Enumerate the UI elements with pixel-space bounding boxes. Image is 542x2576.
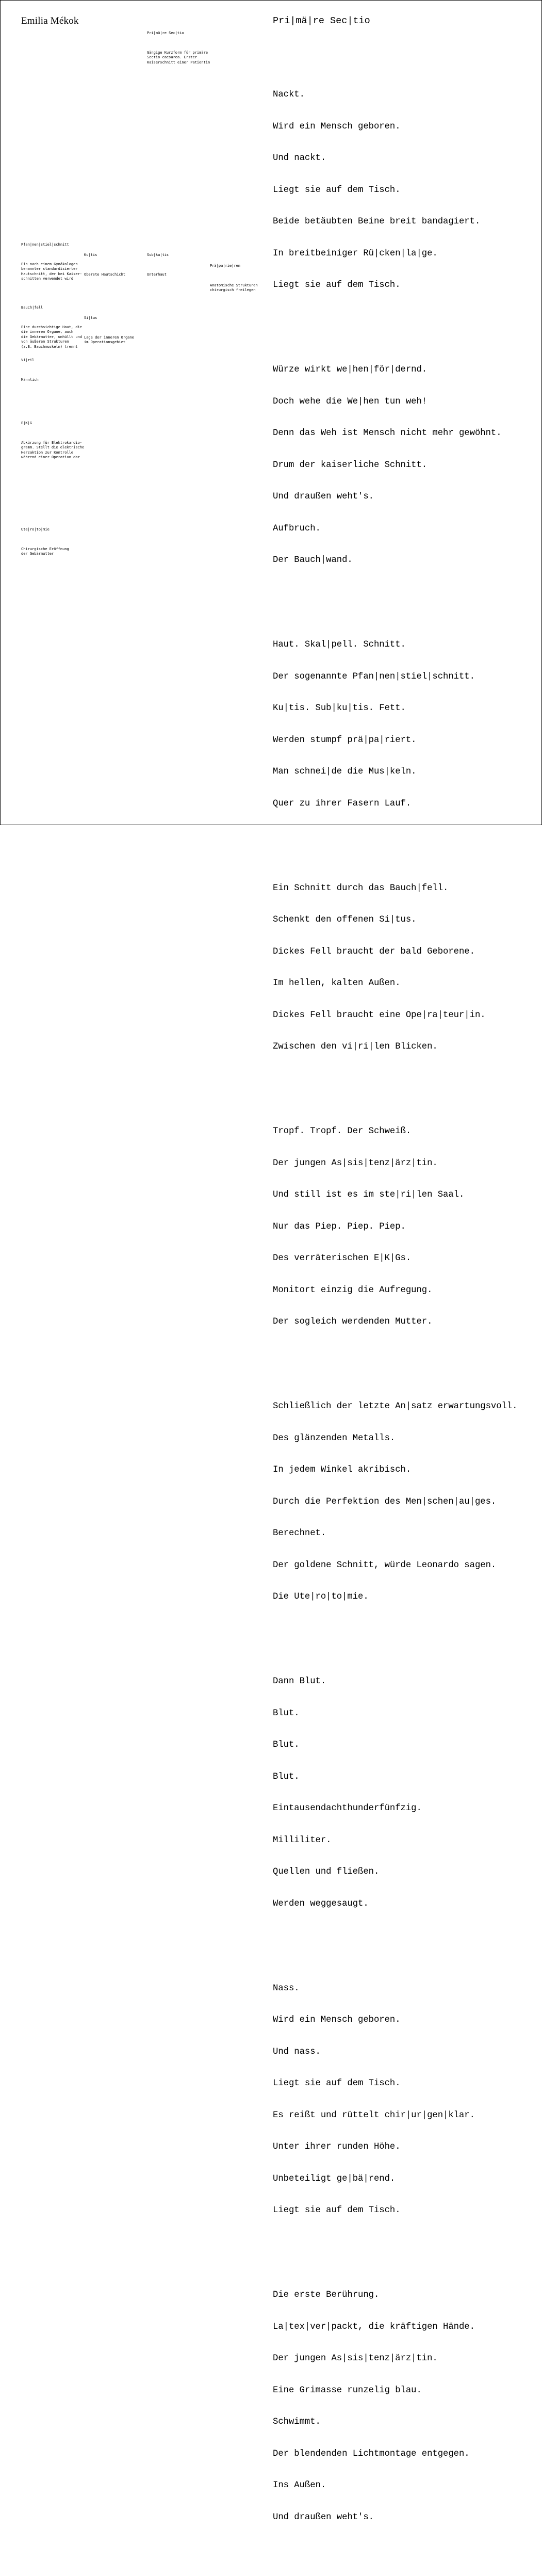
poem-line: Und draußen weht's. xyxy=(273,2512,374,2522)
poem-line: Und nackt. xyxy=(273,153,326,163)
poem-line: Im hellen, kalten Außen. xyxy=(273,978,401,988)
gloss-definition: Eine durchsichtige Haut, die die inneren Organe, auch die Gebärmutter, umhüllt und von äußeren Strukturen (z.B. Bauchmuskeln) trennt xyxy=(21,325,83,349)
poem-line: Der sogenannte Pfan|nen|stiel|schnitt. xyxy=(273,671,475,682)
poem-line: Der Bauch|wand. xyxy=(273,555,353,565)
poem-line: Quellen und fließen. xyxy=(273,1867,380,1877)
gloss-term: Ku|tis xyxy=(84,253,97,257)
poem-line: Berechnet. xyxy=(273,1528,326,1538)
poem-line: Haut. Skal|pell. Schnitt. xyxy=(273,640,406,650)
poem-line: Ku|tis. Sub|ku|tis. Fett. xyxy=(273,703,406,713)
poem-line: Eintausendachthunderfünfzig. xyxy=(273,1804,422,1813)
gloss-kutis xyxy=(84,243,125,287)
poem-line: Der goldene Schnitt, würde Leonardo sagen. xyxy=(273,1560,497,1570)
poem-line: La|tex|ver|packt, die kräftigen Hände. xyxy=(273,2322,475,2332)
author-name: Emilia Mékok xyxy=(21,15,79,26)
poem-line: Die Ute|ro|to|mie. xyxy=(273,1592,369,1602)
gloss-definition: Abkürzung für Elektrokardio- gramm. Stellt die elektrische Herzaktion zur Kontrolle während einer Operation dar xyxy=(21,440,85,459)
gloss-term: Sub|ku|tis xyxy=(147,253,169,257)
poem-line: Der jungen As|sis|tenz|ärz|tin. xyxy=(273,2354,438,2363)
poem-line: Und nass. xyxy=(273,2047,321,2057)
gloss-definition: Anatomische Strukturen chirurgisch freilegen xyxy=(210,283,258,292)
poem-line: Die erste Berührung. xyxy=(273,2290,380,2300)
poem-line: Ein Schnitt durch das Bauch|fell. xyxy=(273,883,449,893)
poem-line: Liegt sie auf dem Tisch. xyxy=(273,2079,401,2088)
gloss-definition: Ein nach einem Gynäkologen benannter standardisierter Hautschnitt, der bei Kaiser- schnitten verwendet wird xyxy=(21,262,83,281)
poem-line: Nackt. xyxy=(273,90,305,100)
poem-line: Drum der kaiserliche Schnitt. xyxy=(273,460,428,470)
poem-line: Milliliter. xyxy=(273,1835,332,1845)
poem-line: Doch wehe die We|hen tun weh! xyxy=(273,396,428,407)
poem-line: Quer zu ihrer Fasern Lauf. xyxy=(273,798,412,809)
gloss-term: Prä|pa|rie|ren xyxy=(210,264,241,268)
gloss-definition: Lage der inneren Organe im Operationsgebiet xyxy=(84,335,134,344)
poem-line: Und draußen weht's. xyxy=(273,492,374,502)
poem-line: Zwischen den vi|ri|len Blicken. xyxy=(273,1042,438,1052)
gloss-term: Ute|ro|to|mie xyxy=(21,527,50,532)
poem-line: Des glänzenden Metalls. xyxy=(273,1433,396,1443)
gloss-subkutis xyxy=(147,243,169,287)
poem-line: Der sogleich werdenden Mutter. xyxy=(273,1317,433,1327)
poem-line: Dickes Fell braucht der bald Geborene. xyxy=(273,946,475,957)
poem-line: In jedem Winkel akribisch. xyxy=(273,1465,412,1475)
stanza xyxy=(273,1655,517,1930)
poem-line: Der blendenden Lichtmontage entgegen. xyxy=(273,2449,470,2459)
stanza xyxy=(273,1962,517,2237)
gloss-term: E|K|G xyxy=(21,421,32,425)
stanza xyxy=(273,619,517,830)
gloss-ekg xyxy=(21,411,84,470)
stanza xyxy=(273,862,517,1074)
poem-line: Wird ein Mensch geboren. xyxy=(273,2015,401,2025)
poem-line: Des verräterischen E|K|Gs. xyxy=(273,1253,412,1263)
poem-line: Es reißt und rüttelt chir|ur|gen|klar. xyxy=(273,2110,475,2120)
stanza xyxy=(273,1380,517,1624)
poem-line: Man schnei|de die Mus|keln. xyxy=(273,767,417,777)
poem-line: Nur das Piep. Piep. Piep. xyxy=(273,1221,406,1232)
gloss-pfannenstielschnitt xyxy=(21,233,82,292)
poem-body xyxy=(273,47,517,2576)
gloss-term: Bauch|fell xyxy=(21,305,43,310)
stanza xyxy=(273,344,517,587)
poem-line: Monitort einzig die Aufregung. xyxy=(273,1285,433,1295)
gloss-definition: Unterhaut xyxy=(147,272,167,277)
gloss-uterotomie xyxy=(21,518,69,567)
poem-line: Aufbruch. xyxy=(273,523,321,534)
gloss-definition: Oberste Hautschicht xyxy=(84,272,126,277)
poem-line: Denn das Weh ist Mensch nicht mehr gewöhnt. xyxy=(273,428,502,438)
poem-line: Dickes Fell braucht eine Ope|ra|teur|in. xyxy=(273,1010,486,1020)
poem-line: Werden stumpf prä|pa|riert. xyxy=(273,735,417,745)
stanza xyxy=(273,69,517,312)
poem-line: Liegt sie auf dem Tisch. xyxy=(273,280,401,290)
stanza xyxy=(273,2269,517,2544)
gloss-term: Pri|mä|re Sec|tio xyxy=(147,31,184,35)
poem-title: Pri|mä|re Sec|tio xyxy=(273,15,370,26)
poem-line: Werden weggesaugt. xyxy=(273,1898,369,1909)
gloss-praeparieren xyxy=(210,254,258,303)
poem-line: Schwimmt. xyxy=(273,2417,321,2427)
gloss-definition: Chirurgische Eröffnung der Gebärmutter xyxy=(21,546,69,556)
gloss-term: Vi|ril xyxy=(21,358,35,362)
poem-line: Blut. xyxy=(273,1772,300,1782)
poem-line: Durch die Perfektion des Men|schen|au|ges. xyxy=(273,1496,497,1507)
poem-line: Wird ein Mensch geboren. xyxy=(273,121,401,132)
poem-line: Blut. xyxy=(273,1740,300,1750)
poem-line: Nass. xyxy=(273,1983,300,1993)
poem-line: Ins Außen. xyxy=(273,2481,326,2490)
poem-line: Liegt sie auf dem Tisch. xyxy=(273,185,401,195)
poem-line: Tropf. Tropf. Der Schweiß. xyxy=(273,1126,412,1136)
gloss-definition: Männlich xyxy=(21,377,39,382)
poem-line: Schenkt den offenen Si|tus. xyxy=(273,915,417,925)
poem-line: Eine Grimasse runzelig blau. xyxy=(273,2385,422,2395)
poem-line: Und still ist es im ste|ri|len Saal. xyxy=(273,1190,465,1200)
poem-line: In breitbeiniger Rü|cken|la|ge. xyxy=(273,248,438,259)
poem-line: Beide betäubten Beine breit bandagiert. xyxy=(273,217,481,227)
stanza xyxy=(273,1105,517,1349)
gloss-situs xyxy=(84,306,134,355)
poem-line: Dann Blut. xyxy=(273,1677,326,1686)
gloss-term: Pfan|nen|stiel|schnitt xyxy=(21,243,69,247)
gloss-viril xyxy=(21,348,39,392)
gloss-primaere-sectio xyxy=(147,21,210,75)
gloss-term: Si|tus xyxy=(84,316,97,320)
poem-line: Würze wirkt we|hen|för|dernd. xyxy=(273,365,428,375)
poem-line: Unbeteiligt ge|bä|rend. xyxy=(273,2174,396,2184)
poem-line: Blut. xyxy=(273,1708,300,1718)
poem-line: Schließlich der letzte An|satz erwartungsvoll. xyxy=(273,1402,518,1411)
gloss-definition: Gängige Kurzform für primäre Sectio caesarea. Erster Kaiserschnitt einer Patientin xyxy=(147,50,210,65)
poem-line: Liegt sie auf dem Tisch. xyxy=(273,2205,401,2215)
poem-line: Der jungen As|sis|tenz|ärz|tin. xyxy=(273,1158,438,1168)
poem-line: Unter ihrer runden Höhe. xyxy=(273,2142,401,2152)
